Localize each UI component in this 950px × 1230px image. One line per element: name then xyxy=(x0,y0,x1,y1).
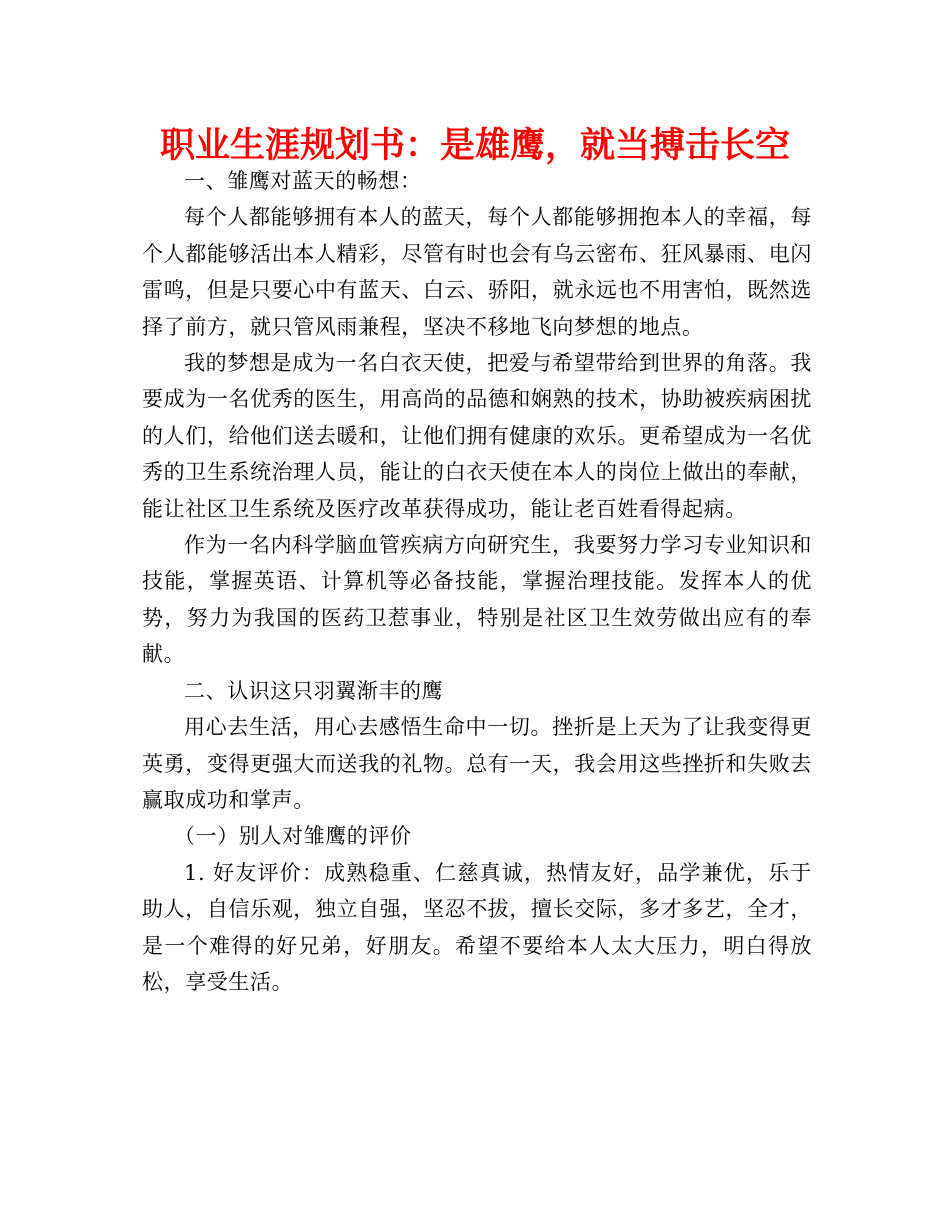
section-heading-1: 一、雏鹰对蓝天的畅想： xyxy=(184,169,422,193)
subsection-heading: （一）别人对雏鹰的评价 xyxy=(174,824,412,849)
section-heading-2: 二、认识这只羽翼渐丰的鹰 xyxy=(184,678,444,703)
document-title: 职业生涯规划书：是雄鹰，就当搏击长空 xyxy=(159,126,790,166)
paragraph: 作为一名内科学脑血管疾病方向研究生，我要努力学习专业知识和技能，掌握英语、计算机等必备技能，掌握治理技能。发挥本人的优势，努力为我国的医药卫惹事业，特别是社区卫生效劳做出应有的奉献。 xyxy=(142,533,812,667)
document-body xyxy=(142,163,812,1000)
paragraph: 1. 好友评价：成熟稳重、仁慈真诚，热情友好，品学兼优，乐于助人，自信乐观，独立自强，坚忍不拔，擅长交际，多才多艺，全才，是一个难得的好兄弟，好朋友。希望不要给本人太大压力，明白得放松，享受生活。 xyxy=(142,860,812,994)
paragraph: 我的梦想是成为一名白衣天使，把爱与希望带给到世界的角落。我要成为一名优秀的医生，用高尚的品德和娴熟的技术，协助被疾病困扰的人们，给他们送去暖和，让他们拥有健康的欢乐。更希望成为一名优秀的卫生系统治理人员，能让的白衣天使在本人的岗位上做出的奉献，能让社区卫生系统及医疗改革获得成功，能让老百姓看得起病。 xyxy=(142,351,812,521)
paragraph: 每个人都能够拥有本人的蓝天，每个人都能够拥抱本人的幸福，每个人都能够活出本人精彩，尽管有时也会有乌云密布、狂风暴雨、电闪雷鸣，但是只要心中有蓝天、白云、骄阳，就永远也不用害怕，既然选择了前方，就只管风雨兼程，坚决不移地飞向梦想的地点。 xyxy=(142,205,812,339)
paragraph: 用心去生活，用心去感悟生命中一切。挫折是上天为了让我变得更英勇，变得更强大而送我的礼物。总有一天，我会用这些挫折和失败去赢取成功和掌声。 xyxy=(142,715,812,812)
